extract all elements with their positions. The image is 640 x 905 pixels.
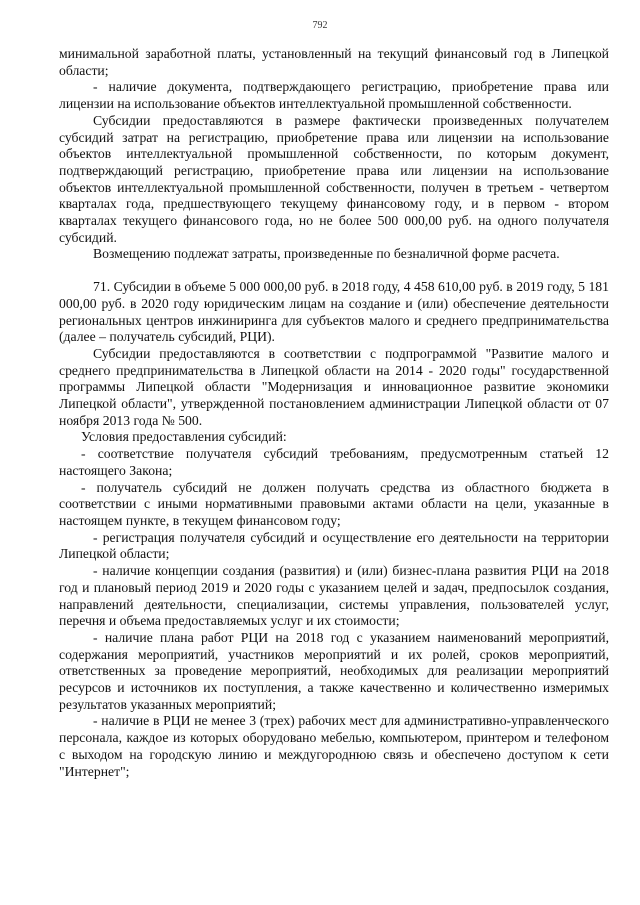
document-body bbox=[59, 46, 609, 780]
page-number: 792 bbox=[312, 20, 328, 31]
paragraph-registration-document: - наличие документа, подтверждающего регистрацию, приобретение права или лицензии на использование объектов интеллектуальной промышленной собственности. bbox=[59, 79, 609, 112]
paragraph-condition-workplaces: - наличие в РЦИ не менее 3 (трех) рабочих мест для административно-управленческого персонала, каждое из которых оборудовано мебелью, компьютером, принтером и телефоном с выходом на городскую линию и междугороднюю связь и обеспечено доступом к сети "Интернет"; bbox=[59, 713, 609, 779]
paragraph-subsidy-amount-rules: Субсидии предоставляются в размере фактически произведенных получателем субсидий затрат на регистрацию, приобретение права или лицензии на использование объектов интеллектуальной промышленной собственности, по которым документ, подтверждающий регистрацию, приобретение права или лицензии на использование объектов интеллектуальной промышленной собственности, получен в третьем - четвертом кварталах года, предшествующего текущему финансовому году, и в первом - втором кварталах текущего финансового года, но не более 500 000,00 руб. на одного получателя субсидий. bbox=[59, 112, 609, 245]
paragraph-condition-no-regional-funds: - получатель субсидий не должен получать средства из областного бюджета в соответствии с иными нормативными правовыми актами области на цели, указанные в настоящем пункте, в текущем финансовом году; bbox=[59, 479, 609, 528]
paragraph-cashless-expenses: Возмещению подлежат затраты, произведенные по безналичной форме расчета. bbox=[93, 246, 560, 262]
paragraph-min-wage-continuation: минимальной заработной платы, установленный на текущий финансовый год в Липецкой области; bbox=[59, 46, 609, 78]
paragraph-item-71: 71. Субсидии в объеме 5 000 000,00 руб. в 2018 году, 4 458 610,00 руб. в 2019 году, 5 181 000,00 руб. в 2020 году юридическим лицам на создание и (или) обеспечение деятельности региональных центров инжиниринга для субъектов малого и среднего предпринимательства (далее – получатель субсидий, РЦИ). bbox=[59, 279, 609, 345]
paragraph-subprogram-reference: Субсидии предоставляются в соответствии с подпрограммой "Развитие малого и среднего предпринимательства в Липецкой области на 2014 - 2020 годы" государственной программы Липецкой области "Модернизация и инновационное развитие экономики Липецкой области", утвержденной постановлением администрации Липецкой области от 07 ноября 2013 года № 500. bbox=[59, 345, 609, 428]
paragraph-condition-concept-business-plan: - наличие концепции создания (развития) и (или) бизнес-плана развития РЦИ на 2018 год и плановый период 2019 и 2020 годы с указанием целей и задач, предпосылок создания, направлений деятельности, специализации, системы управления, пользователей услуг, перечня и объема предоставляемых услуг и их стоимости; bbox=[59, 563, 609, 629]
paragraph-conditions-heading: Условия предоставления субсидий: bbox=[81, 429, 287, 445]
paragraph-condition-registration-territory: - регистрация получателя субсидий и осуществление его деятельности на территории Липецкой области; bbox=[59, 529, 609, 562]
paragraph-condition-work-plan: - наличие плана работ РЦИ на 2018 год с указанием наименований мероприятий, содержания мероприятий, участников мероприятий и их ролей, сроков мероприятий, ответственных за проведение мероприятий, необходимых для реализации мероприятий ресурсов и источников их поступления, а также качественно и количественно измеримых результатов указанных мероприятий; bbox=[59, 629, 609, 712]
paragraph-condition-article-12: - соответствие получателя субсидий требованиям, предусмотренным статьей 12 настоящего Закона; bbox=[59, 446, 609, 478]
